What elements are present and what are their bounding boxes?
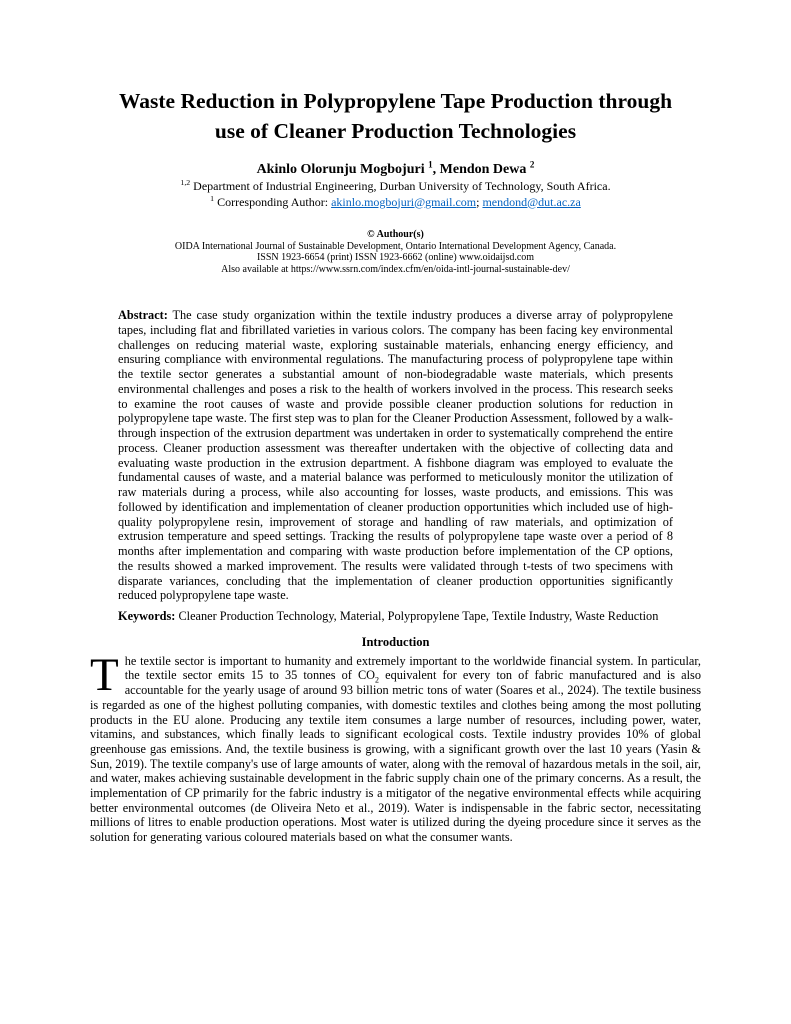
abstract-text: The case study organization within the textile industry produces a diverse array of polypropylene tapes, including flat and fibrillated varieties in various colors. The company has been facing key environmental challenges on reducing material waste, exploring sustainable materials, enhancing energy efficiency, and ensuring compliance with environmental regulations. The manufacturing process of polypropylene tape within the textile sector generates a substantial amount of non-biodegradable waste materials, which presents environmental challenges and poses a risk to the health of workers involved in the process. This research seeks to examine the root causes of waste and provide possible cleaner production solutions for reduction in polypropylene tape waste. The first step was to plan for the Cleaner Production Assessment, followed by a walk-through inspection of the extrusion department was undertaken in order to systematically comprehend the entire process. Cleaner production assessment was thereafter undertaken with the objective of collecting data and evaluating waste production in the extrusion department. A fishbone diagram was employed to evaluate the fundamental causes of waste, and a material balance was performed to meticulously monitor the utilization of raw materials during a process, while also accounting for losses, waste products, and emissions. This was followed by identification and implementation of cleaner production opportunities which included use of high-quality polypropylene resin, improvement of storage and handling of raw materials, and optimization of extrusion temperature and speed settings. Tracking the results of polypropylene tape waste over a period of 8 months after implementation and comparing with waste production before implementation of the CP options, the results showed a marked improvement. The results were validated through t-tests of two specimens with disparate variances, concluding that the implementation of cleaner production opportunities significantly reduced polypropylene tape waste.: [118, 308, 673, 603]
email-link-author2[interactable]: mendond@dut.ac.za: [482, 194, 581, 209]
introduction-text-part2: equivalent for every ton of fabric manufactured and is also accountable for the yearly usage of around 93 billion metric tons of water (Soares et al., 2024). The textile business is regarded as one of the highest polluting companies, with domestic textiles and clothes being among the most polluting products in the EU alone. Producing any textile item consumes a large number of resources, including power, water, vitamins, and substances, which finally leads to significant ecological costs. Textile industry provides 10% of global greenhouse gas emissions. And, the textile business is growing, with a significant growth over the last 10 years (Yasin & Sun, 2019). The textile company's use of large amounts of water, along with the removal of hazardous metals in the soil, air, and water, makes achieving sustainable development in the fabric supply chain one of the primary concerns. As a result, the implementation of CP primarily for the fabric industry is a mitigator of the negative environmental effects while acquiring better environmental outcomes (de Oliveira Neto et al., 2019). Water is indispensable in the fabric sector, necessitating millions of litres to enable production operations. Most water is utilized during the dyeing procedure since it serves as the solution for generating various coloured materials based on what the consumer wants.: [90, 668, 701, 845]
author-2-superscript: 2: [529, 159, 535, 170]
introduction-paragraph: [90, 648, 701, 845]
corresponding-superscript: 1: [210, 193, 215, 203]
author-1-name: Akinlo Olorunju Mogbojuri: [256, 162, 429, 177]
copyright-authors-line: © Authour(s): [367, 229, 424, 240]
author-separator: ,: [432, 162, 440, 177]
copyright-block: [90, 229, 701, 275]
affiliation-text: Department of Industrial Engineering, Durban University of Technology, South Africa.: [190, 179, 611, 193]
issn-line: ISSN 1923-6654 (print) ISSN 1923-6662 (online) www.oidaijsd.com: [256, 252, 535, 263]
author-line: [90, 161, 701, 179]
corresponding-author-line: [90, 195, 701, 211]
corresponding-label: Corresponding Author:: [214, 194, 332, 209]
journal-name-line: OIDA International Journal of Sustainable Development, Ontario International Development Agency, Canada.: [174, 240, 617, 252]
keywords-text: Cleaner Production Technology, Material, Polypropylene Tape, Textile Industry, Waste Reduction: [178, 609, 659, 623]
paper-title-line2: use of Cleaner Production Technologies: [214, 119, 577, 143]
paper-title: [90, 86, 701, 146]
keywords-label: Keywords:: [118, 609, 176, 623]
author-1-superscript: 1: [428, 159, 433, 170]
email-separator: ;: [476, 194, 483, 209]
affiliation-line: [90, 179, 701, 195]
author-2-name: Mendon Dewa: [439, 162, 530, 177]
keywords-paragraph: [118, 609, 673, 624]
email-link-author1[interactable]: akinlo.mogbojuri@gmail.com: [331, 194, 477, 209]
paper-title-line1: Waste Reduction in Polypropylene Tape Production through: [118, 89, 673, 113]
availability-line: Also available at https://www.ssrn.com/index.cfm/en/oida-intl-journal-sustainable-dev/: [221, 263, 570, 275]
introduction-heading: Introduction: [361, 634, 430, 649]
co2-subscript: 2: [375, 675, 380, 685]
dropcap-letter: T: [90, 648, 119, 701]
abstract-label: Abstract:: [118, 308, 168, 322]
abstract-paragraph: [118, 308, 673, 603]
affiliation-superscript: 1,2: [180, 178, 191, 187]
introduction-text-part1: he textile sector is important to humanity and extremely important to the worldwide financial system. In particular, the textile sector emits 15 to 35 tonnes of CO: [124, 653, 701, 683]
